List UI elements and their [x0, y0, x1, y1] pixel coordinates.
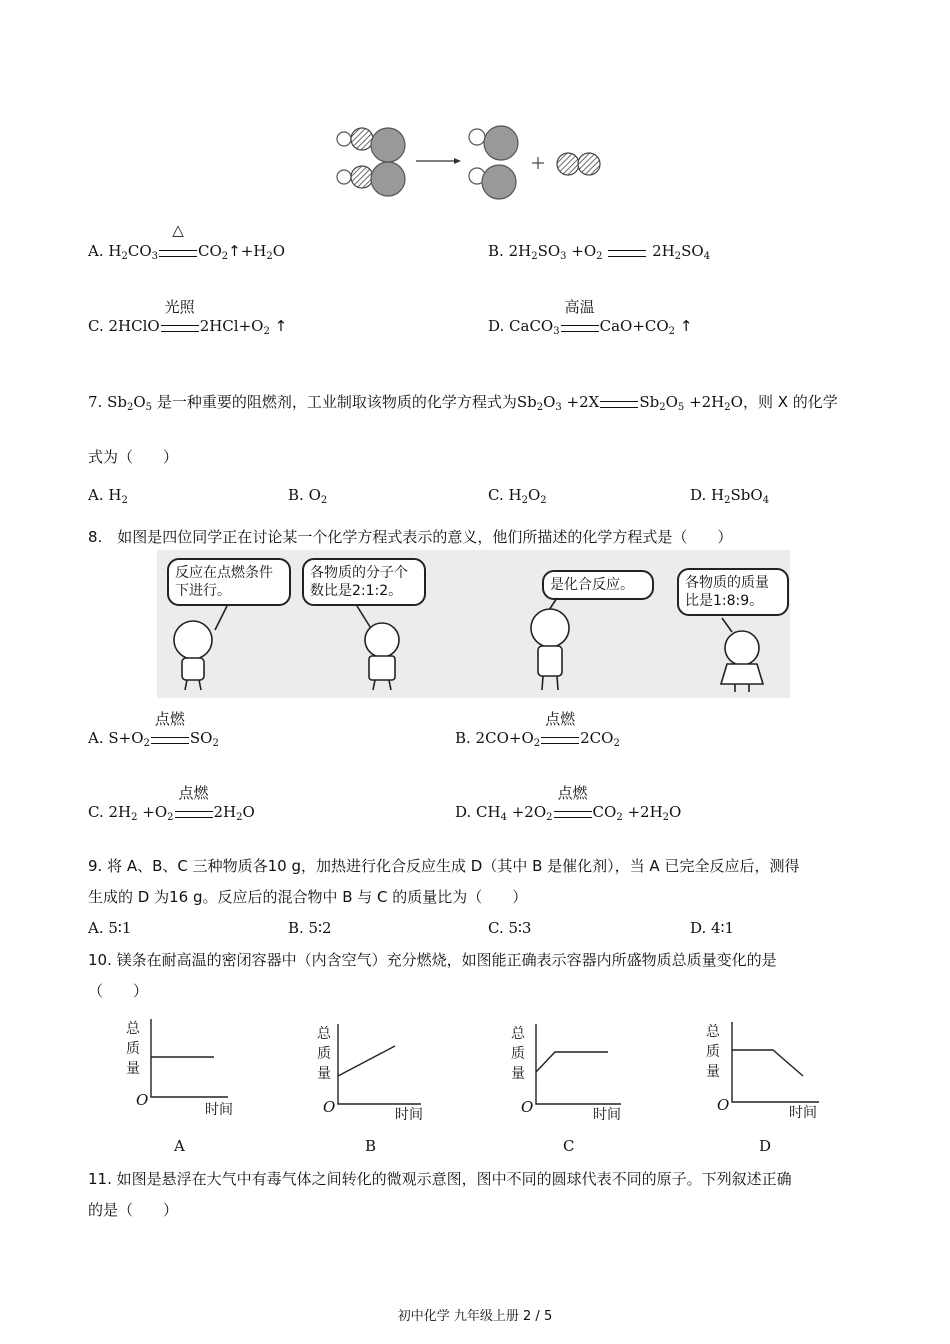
origin-label: O [717, 1096, 730, 1114]
q9-option-c[interactable]: C. 5∶3 [488, 919, 532, 937]
page-footer: 初中化学 九年级上册 2 / 5 [397, 1309, 553, 1324]
q9-stem-cont: 生成的 D 为16 g。反应后的混合物中 B 与 C 的质量比为（ ） [88, 888, 528, 906]
graph-label: C [563, 1137, 575, 1155]
q7-option-d[interactable]: D. $H_2SbO_4$ [690, 486, 770, 506]
q7-option-b[interactable]: B. $O_2$ [288, 486, 328, 506]
y-axis-label: 总 质 量 [317, 1026, 331, 1082]
q6-option-b[interactable]: B. $2H_2SO_3 +O_2$ $2H_2SO_4$ [488, 242, 711, 262]
high-temp-condition: 高温 [564, 298, 595, 316]
molecule-diagram [330, 118, 610, 200]
origin-label: O [323, 1098, 336, 1116]
x-axis-label: 时间 [205, 1102, 233, 1118]
q9-option-a[interactable]: A. 5∶1 [88, 919, 132, 937]
q6-option-d[interactable]: D. CaCO$_3$ 高温 $CaO+CO_2$ ↑ [488, 298, 693, 337]
q7-option-a[interactable]: A. $H_2$ [88, 486, 128, 506]
q8-option-a[interactable]: A. $S+O_2$ 点燃 $SO_2$ [88, 710, 219, 749]
x-axis-label: 时间 [593, 1107, 621, 1123]
q10-graph-a[interactable] [118, 1015, 238, 1155]
question-number: 7. [88, 393, 103, 411]
option-letter: B. [488, 242, 504, 260]
q10-graph-c[interactable] [503, 1020, 633, 1160]
q8-option-d[interactable]: D. $CH_4 +2O_2$ 点燃 $CO_2 +2H_2O$ [455, 784, 682, 823]
q10-stem: 10. 镁条在耐高温的密闭容器中（内含空气）充分燃烧，如图能正确表示容器内所盛物质总质量变化的是 [88, 951, 777, 969]
q10-stem-cont: （ ） [88, 982, 149, 1000]
graph-label: D [759, 1137, 772, 1155]
speech-bubble-2: 各物质的分子个数比是2:1:2。 [302, 558, 426, 606]
q6-option-a[interactable]: A. $H_2CO_3$ △ $CO_2↑+H_2O$ [88, 221, 286, 262]
option-letter: D. [488, 317, 505, 335]
q9-option-d[interactable]: D. 4∶1 [690, 919, 735, 937]
heat-condition: △ [172, 221, 184, 239]
speech-bubble-1: 反应在点燃条件下进行。 [167, 558, 291, 606]
graph-label: B [365, 1137, 377, 1155]
option-letter: C. [88, 317, 104, 335]
q8-option-b[interactable]: B. $2CO+O_2$ 点燃 $2CO_2$ [455, 710, 620, 749]
q7-option-c[interactable]: C. $H_2O_2$ [488, 486, 547, 506]
q11-stem: 11. 如图是悬浮在大气中有毒气体之间转化的微观示意图，图中不同的圆球代表不同的原子。下列叙述正确 [88, 1170, 792, 1188]
speech-bubble-4: 各物质的质量比是1:8:9。 [677, 568, 789, 616]
q8-option-c[interactable]: C. $2H_2 +O_2$ 点燃 $2H_2O$ [88, 784, 255, 823]
x-axis-label: 时间 [395, 1107, 423, 1123]
y-axis-label: 总 质 量 [706, 1024, 720, 1080]
q10-graph-b[interactable] [303, 1020, 433, 1160]
q7-text: 是一种重要的阻燃剂，工业制取该物质的化学方程式为 [156, 393, 517, 411]
children-figures [157, 550, 790, 698]
q7-stem-cont: 式为（ ） [88, 448, 179, 466]
graph-label: A [174, 1137, 185, 1155]
q8-stem: 8. 如图是四位同学正在讨论某一个化学方程式表示的意义，他们所描述的化学方程式是（ ） [88, 528, 733, 546]
q6-option-c[interactable]: C. 2HClO 光照 $2HCl+O_2$ ↑ [88, 298, 288, 337]
reaction-condition [159, 221, 197, 261]
origin-label: O [136, 1091, 149, 1109]
y-axis-label: 总 质 量 [126, 1021, 140, 1077]
light-condition: 光照 [164, 298, 195, 316]
q9-option-b[interactable]: B. 5∶2 [288, 919, 332, 937]
y-axis-label: 总 质 量 [511, 1026, 525, 1082]
q8-cartoon-image [157, 550, 790, 698]
q11-stem-cont: 的是（ ） [88, 1201, 179, 1219]
option-letter: A. [88, 242, 104, 260]
x-axis-label: 时间 [789, 1105, 817, 1121]
speech-bubble-3: 是化合反应。 [542, 570, 654, 600]
q10-graph-d[interactable] [703, 1018, 833, 1158]
origin-label: O [521, 1098, 534, 1116]
q9-stem: 9. 将 A、B、C 三种物质各10 g，加热进行化合反应生成 D（其中 B 是催化剂），当 A 已完全反应后，测得 [88, 857, 800, 875]
q7-stem: 7. $Sb_2O_5$ 是一种重要的阻燃剂，工业制取该物质的化学方程式为$Sb_2O_3 +2X$ $Sb_2O_5 +2H_2O$，则 X 的化学 [88, 393, 838, 413]
q7-text-end: ，则 X 的化学 [742, 393, 838, 411]
